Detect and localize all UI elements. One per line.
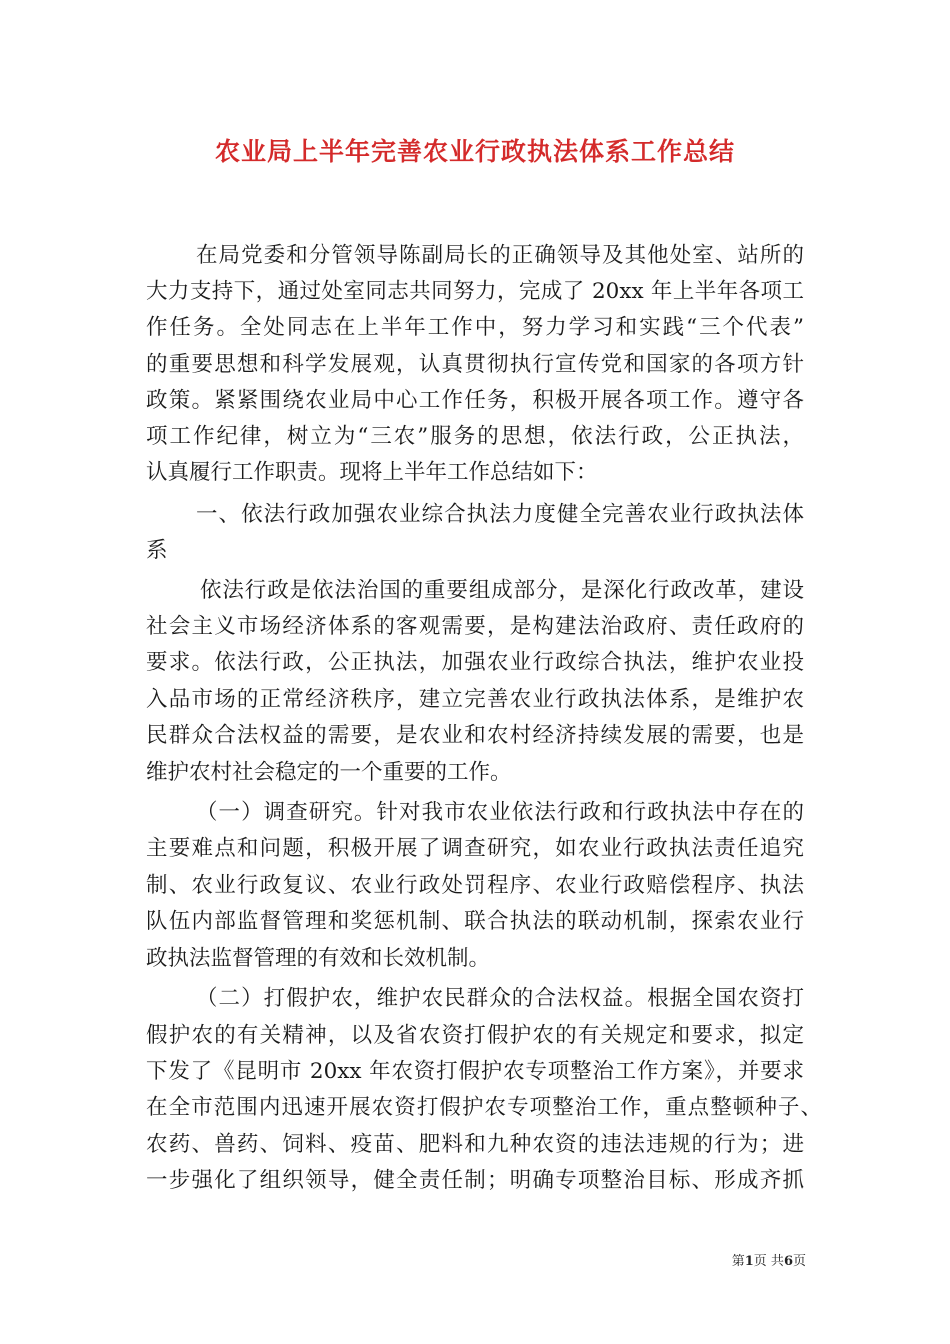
body-line: 依法行政是依法治国的重要组成部分，是深化行政改革，建设 bbox=[200, 578, 804, 603]
body-line: 入品市场的正常经济秩序，建立完善农业行政执法体系，是维护农 bbox=[146, 687, 804, 712]
body-line: 政策。紧紧围绕农业局中心工作任务，积极开展各项工作。遵守各 bbox=[146, 388, 804, 413]
body-line: 下发了《昆明市 20xx 年农资打假护农专项整治工作方案》，并要求 bbox=[146, 1059, 804, 1084]
section-heading: 系 bbox=[146, 538, 168, 563]
body-line: 队伍内部监督管理和奖惩机制、联合执法的联动机制，探索农业行 bbox=[146, 909, 804, 934]
body-line: 社会主义市场经济体系的客观需要，是构建法治政府、责任政府的 bbox=[146, 614, 804, 639]
body-line: 假护农的有关精神，以及省农资打假护农的有关规定和要求，拟定 bbox=[146, 1023, 804, 1048]
footer-suffix: 页 bbox=[792, 1254, 806, 1269]
body-line: 农药、兽药、饲料、疫苗、肥料和九种农资的违法违规的行为；进 bbox=[146, 1132, 804, 1157]
body-line: 维护农村社会稳定的一个重要的工作。 bbox=[146, 760, 512, 785]
body-line: 在局党委和分管领导陈副局长的正确领导及其他处室、站所的 bbox=[196, 243, 804, 268]
page-number-footer bbox=[700, 1250, 806, 1269]
footer-prefix: 第 bbox=[731, 1254, 745, 1269]
body-line: 民群众合法权益的需要，是农业和农村经济持续发展的需要，也是 bbox=[146, 723, 804, 748]
section-heading: 一、依法行政加强农业综合执法力度健全完善农业行政执法体 bbox=[196, 502, 804, 527]
body-line: 在全市范围内迅速开展农资打假护农专项整治工作，重点整顿种子、 bbox=[146, 1095, 822, 1120]
body-line: 作任务。全处同志在上半年工作中，努力学习和实践“三个代表” bbox=[146, 315, 804, 340]
document-title: 农业局上半年完善农业行政执法体系工作总结 bbox=[214, 137, 735, 166]
body-line: 主要难点和问题，积极开展了调查研究，如农业行政执法责任追究 bbox=[146, 836, 804, 861]
body-line: （二）打假护农，维护农民群众的合法权益。根据全国农资打 bbox=[196, 986, 804, 1011]
body-line: 制、农业行政复议、农业行政处罚程序、农业行政赔偿程序、执法 bbox=[146, 873, 804, 898]
footer-middle: 页 共 bbox=[753, 1254, 784, 1269]
total-page-number: 6 bbox=[783, 1254, 793, 1269]
body-line: 大力支持下，通过处室同志共同努力，完成了 20xx 年上半年各项工 bbox=[146, 279, 804, 304]
body-line: 一步强化了组织领导，健全责任制；明确专项整治目标、形成齐抓 bbox=[146, 1168, 804, 1193]
body-line: 政执法监督管理的有效和长效机制。 bbox=[146, 946, 491, 971]
body-line: 认真履行工作职责。现将上半年工作总结如下： bbox=[146, 460, 598, 485]
body-line: 项工作纪律，树立为“三农”服务的思想，依法行政，公正执法， bbox=[146, 424, 804, 449]
body-line: 的重要思想和科学发展观，认真贯彻执行宣传党和国家的各项方针 bbox=[146, 352, 804, 377]
body-line: 要求。依法行政，公正执法，加强农业行政综合执法，维护农业投 bbox=[146, 650, 804, 675]
body-line: （一）调查研究。针对我市农业依法行政和行政执法中存在的 bbox=[196, 800, 804, 825]
current-page-number: 1 bbox=[744, 1254, 754, 1269]
